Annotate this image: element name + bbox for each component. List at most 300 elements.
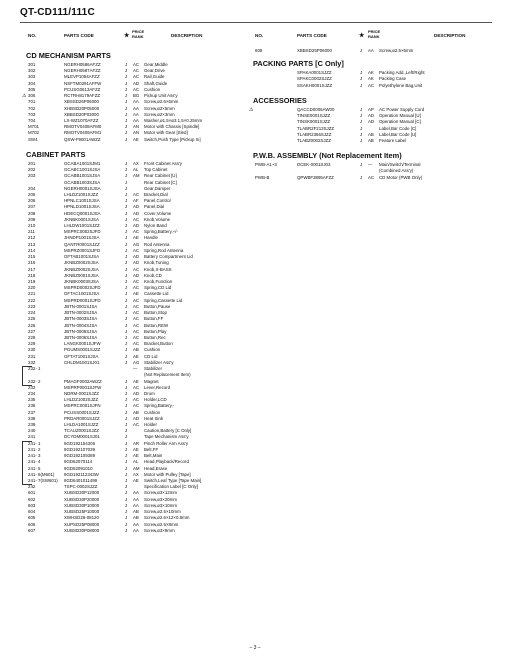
price-rank: AA xyxy=(133,490,139,496)
part-number: 208 xyxy=(28,210,36,216)
part-number: 237 xyxy=(28,409,36,415)
availability-mark: J xyxy=(125,80,128,86)
availability-mark: J xyxy=(125,316,128,322)
part-number: 242 xyxy=(28,484,36,490)
availability-mark: J xyxy=(360,70,363,76)
part-number: 232 xyxy=(28,359,36,365)
parts-code: PCUSG0613AFZZ xyxy=(64,86,101,92)
price-rank: AB xyxy=(133,409,139,415)
part-number: 236 xyxy=(28,403,36,409)
price-rank: AA xyxy=(133,527,139,533)
price-rank: AD xyxy=(133,272,140,278)
part-number: 301 xyxy=(28,62,36,67)
warning-icon: ⚠ xyxy=(249,106,254,113)
description: Gear,Middle xyxy=(144,62,168,67)
parts-code: JKNBZ0002SJSA xyxy=(64,260,99,266)
pwb-title: P.W.B. ASSEMBLY (Not Replacement Item) xyxy=(253,151,402,161)
description: Screw,ø3×12mm xyxy=(144,490,178,496)
availability-mark: J xyxy=(125,440,128,446)
part-number: 223 xyxy=(28,303,36,309)
left-table-header xyxy=(26,26,254,48)
part-number: 229 xyxy=(28,341,36,347)
parts-code: JKNBK0003SJSA xyxy=(64,279,99,284)
price-rank: AB xyxy=(368,137,374,143)
star-icon: ★ xyxy=(124,33,130,39)
description: Pinch Roller Arm Ass'y xyxy=(144,440,189,446)
parts-code: GCABB1001SJSA xyxy=(64,173,101,179)
description: Bracket,Button xyxy=(144,341,173,347)
table-row xyxy=(253,175,493,181)
parts-code: GFTAB1001SJSA xyxy=(64,254,100,260)
parts-code: NGERH0001SJSA xyxy=(64,185,101,191)
description: Stabilizer xyxy=(144,366,163,372)
warning-icon: ⚠ xyxy=(22,93,27,100)
part-number: 602 xyxy=(28,496,36,502)
description: Top Cabinet xyxy=(144,167,168,173)
price-rank: AA xyxy=(133,99,139,105)
price-rank: AE xyxy=(133,136,139,142)
parts-code: TSPC-0002SJZZ xyxy=(64,484,98,490)
price-rank: BG xyxy=(133,93,140,99)
availability-mark: J xyxy=(360,125,363,131)
description: Battery Compartment Lid xyxy=(144,254,193,260)
parts-code: JBTN-0001SJSA xyxy=(64,303,98,309)
group-bracket-bottom xyxy=(22,385,32,386)
parts-code: NSFTM0291AFFW xyxy=(64,80,102,86)
description: Packing Add.,Left/Right xyxy=(379,70,425,76)
part-number: 218 xyxy=(28,272,36,278)
description: Knob,Function xyxy=(144,279,173,284)
description: Screw,ø2×3mm xyxy=(144,111,175,117)
description: Shaft,Guide xyxy=(144,80,168,86)
part-number: 230 xyxy=(28,347,36,353)
description: Screw,ø2×5mm xyxy=(144,105,175,111)
price-rank: AC xyxy=(133,328,140,334)
availability-mark: J xyxy=(125,204,128,210)
price-rank: AC xyxy=(133,384,140,390)
price-rank: AD xyxy=(368,119,375,125)
parts-code: SSAKH0001SJZZ xyxy=(297,82,333,88)
availability-mark: J xyxy=(125,68,128,74)
price-rank: AA xyxy=(133,117,139,123)
price-rank: AP xyxy=(368,106,374,112)
price-rank: AL xyxy=(133,167,139,173)
parts-code: HPNLD1001SJSA xyxy=(64,204,100,210)
part-number: 214 xyxy=(28,247,36,253)
part-number: 305 xyxy=(28,86,36,92)
part-number: 233 xyxy=(28,384,36,390)
availability-mark: J xyxy=(125,279,128,284)
availability-mark: J xyxy=(125,347,128,353)
part-number: 704 xyxy=(28,117,36,123)
description: Head,Playback/Record xyxy=(144,459,189,465)
parts-code: LHLDZ1002SJZZ xyxy=(64,397,99,403)
parts-code: RMOTV0409AFM1 xyxy=(64,130,102,136)
description: Polyethylene Bag,Unit xyxy=(379,82,423,88)
price-rank: AA xyxy=(133,502,139,508)
price-rank: AM xyxy=(133,465,140,471)
part-number: 241- 2 xyxy=(28,446,41,452)
availability-mark: J xyxy=(125,484,128,490)
price-rank: AE xyxy=(133,446,139,452)
price-rank: AA xyxy=(133,496,139,502)
description: Label,Bar Code [C] xyxy=(379,125,417,131)
availability-mark: J xyxy=(125,446,128,452)
price-rank: AC xyxy=(133,334,140,340)
availability-mark: J xyxy=(125,403,128,409)
description: Motor with Chassis [Spindle] xyxy=(144,124,200,130)
cd-mechanism-table xyxy=(22,62,254,143)
parts-code: XUBSD30P20000 xyxy=(64,496,100,502)
availability-mark: J xyxy=(125,160,128,166)
description: Spring,Battery,+/- xyxy=(144,229,178,235)
description: Front Cabinet Ass'y xyxy=(144,160,182,166)
parts-code: XUBSD30P12000 xyxy=(64,490,100,496)
parts-code: MLEVP1054AFZZ xyxy=(64,74,100,80)
availability-mark: J xyxy=(125,266,128,272)
price-rank: AC xyxy=(368,174,375,180)
availability-mark: J xyxy=(125,291,128,297)
availability-mark: J xyxy=(125,136,128,142)
availability-mark: J xyxy=(125,74,128,80)
cd-mechanism-title: CD MECHANISM PARTS xyxy=(26,51,111,60)
part-number: 303 xyxy=(28,74,36,80)
part-number: 221 xyxy=(28,291,36,297)
price-rank: AD xyxy=(133,204,140,210)
availability-mark: J xyxy=(125,216,128,222)
description: Holder xyxy=(144,422,157,428)
availability-mark: J xyxy=(125,415,128,421)
price-rank: AC xyxy=(133,68,140,74)
availability-mark: J xyxy=(125,428,128,434)
description: Bracket,Dial xyxy=(144,191,168,197)
parts-code: XBBSD20P03000 xyxy=(64,111,99,117)
page-number: – 3 – xyxy=(249,645,261,651)
price-rank: — xyxy=(133,366,138,372)
availability-mark: J xyxy=(125,99,128,105)
price-rank: AD xyxy=(133,223,140,229)
parts-code: JKNBZ0001SJSA xyxy=(64,272,99,278)
price-rank: AB xyxy=(133,509,139,515)
part-number: 605 xyxy=(28,515,36,521)
part-number: 202 xyxy=(28,167,36,173)
description: Specification Label [C Only] xyxy=(144,484,198,490)
availability-mark: J xyxy=(125,198,128,204)
description: Operation Manual [C] xyxy=(379,119,421,125)
parts-code: 9GD192154305 xyxy=(64,440,96,446)
description: Screw,ø2.5×10mm xyxy=(144,509,181,515)
availability-mark: J xyxy=(125,167,128,173)
description: Feature Label xyxy=(379,137,407,143)
price-rank: AE xyxy=(133,453,139,459)
part-number: 241- 1 xyxy=(28,440,41,446)
availability-mark: J xyxy=(125,465,128,471)
parts-code: GCABA1001SJM1 xyxy=(64,160,101,166)
description: Cassette Lid xyxy=(144,291,169,297)
parts-code: XWHSD26-08120 xyxy=(64,515,99,521)
parts-code: 9GD192107039 xyxy=(64,446,96,452)
parts-code: MSPRD0002SJFD xyxy=(64,285,101,291)
description: Knob,X-BASS xyxy=(144,266,172,272)
description: Knob,CD xyxy=(144,272,162,278)
parts-code: PGUMS0001SJZZ xyxy=(64,347,101,353)
description: Button,Pause xyxy=(144,303,171,309)
parts-code: MSPRD0001SJFD xyxy=(64,297,101,303)
price-rank: AM xyxy=(133,173,140,179)
parts-code: TINSE0001SJZZ xyxy=(297,113,331,119)
availability-mark: J xyxy=(360,106,363,112)
price-rank: AC xyxy=(133,403,140,409)
price-rank: AA xyxy=(133,521,139,527)
description: Nylon Band xyxy=(144,223,167,229)
part-number: 606 xyxy=(28,521,36,527)
description: Caution,Battery [C Only] xyxy=(144,428,192,434)
availability-mark: J xyxy=(125,179,128,185)
parts-code: GFTAC1001SJSA xyxy=(64,291,100,297)
price-rank: AN xyxy=(133,130,140,136)
right-column xyxy=(249,26,493,181)
availability-mark: J xyxy=(125,235,128,241)
parts-code: GCABC1001SJSA xyxy=(64,167,101,173)
parts-code: JBTN-0004SJSA xyxy=(64,322,98,328)
price-rank: AC xyxy=(133,279,140,284)
availability-mark: J xyxy=(360,76,363,82)
description: Washer,ø1.5×ø3.1,5×0.25mm xyxy=(144,117,203,123)
price-rank: AC xyxy=(133,422,140,428)
part-number: 227 xyxy=(28,328,36,334)
part-number: 211 xyxy=(28,229,35,235)
parts-code: 9GD192109389 xyxy=(64,453,96,459)
availability-mark: J xyxy=(125,509,128,515)
group-bracket xyxy=(22,366,23,385)
price-rank: AA xyxy=(133,111,139,117)
parts-code: DCEK-0001SJ03 xyxy=(297,162,331,168)
part-number: 241- 3 xyxy=(28,453,41,459)
availability-mark: J xyxy=(360,48,363,53)
description: Pickup Unit Ass'y xyxy=(144,93,178,99)
availability-mark: J xyxy=(125,124,128,130)
accessories-title: ACCESSORIES xyxy=(253,95,307,105)
availability-mark: J xyxy=(125,303,128,309)
parts-code: JKNBK0001SJSA xyxy=(64,216,99,222)
parts-code: XUBSD25P10000 xyxy=(64,509,100,515)
availability-mark: J xyxy=(125,471,128,477)
availability-mark: J xyxy=(125,459,128,465)
description: Stabilizer Ass'y xyxy=(144,359,174,365)
price-rank: AD xyxy=(133,260,140,266)
accessories-table xyxy=(249,106,493,144)
description: Cover,Volume xyxy=(144,210,172,216)
part-number: M702 xyxy=(28,130,39,136)
availability-mark: J xyxy=(125,185,128,191)
parts-code: GCABB1003SJSA xyxy=(64,179,101,185)
parts-code: XBSSD26P06000 xyxy=(64,99,99,105)
description: Magnet xyxy=(144,378,159,384)
parts-code: QANTR0001SJZZ xyxy=(64,241,100,247)
price-rank: AB xyxy=(368,131,374,137)
availability-mark: J xyxy=(125,521,128,527)
availability-mark: J xyxy=(125,422,128,428)
left-column xyxy=(22,26,254,534)
part-number: 241- 5 xyxy=(28,465,41,471)
description: Cushion xyxy=(144,86,161,92)
availability-mark: J xyxy=(125,191,128,197)
group-bracket-top xyxy=(22,441,32,442)
parts-code: LHLDW1001SJZZ xyxy=(64,223,100,229)
description: Belt,FF xyxy=(144,446,159,452)
table-row xyxy=(253,83,493,89)
parts-code: JHNDP1001SJSA xyxy=(64,235,100,241)
part-number: 201 xyxy=(28,160,36,166)
availability-mark: J xyxy=(125,310,128,316)
part-number: 306 xyxy=(28,93,36,99)
header-price-rank: PRICE RANK xyxy=(132,29,145,39)
parts-code: PRDAR0001SJZZ xyxy=(64,415,100,421)
availability-mark: J xyxy=(360,119,363,125)
part-number: 232- 2 xyxy=(28,378,41,384)
description: Belt,Main xyxy=(144,453,163,459)
parts-code: JBTN-0002SJSA xyxy=(64,310,98,316)
description: Drum xyxy=(144,390,155,396)
parts-code: MSPRC0002SJFD xyxy=(64,229,101,235)
part-number: 222 xyxy=(28,297,36,303)
price-rank: AA xyxy=(133,105,139,111)
price-rank: AC xyxy=(133,191,140,197)
group-bracket-bottom xyxy=(22,484,32,485)
header-no: NO. xyxy=(28,33,37,38)
availability-mark: J xyxy=(125,390,128,396)
part-number: 203 xyxy=(28,173,36,179)
parts-code: 9GD6401011499 xyxy=(64,478,98,483)
availability-mark: J xyxy=(125,117,128,123)
parts-code: CHLDM1001SJ01 xyxy=(64,359,100,365)
part-number: SW4 xyxy=(28,136,38,142)
description: Tape Mechanism Ass'y xyxy=(144,434,189,440)
availability-mark: J xyxy=(125,328,128,334)
description: Gear,Drive xyxy=(144,68,165,74)
part-number: 601 xyxy=(28,490,36,496)
header-parts-code: PARTS CODE xyxy=(64,33,94,38)
parts-code: TCAUZ0001SJZZ xyxy=(64,428,99,434)
parts-code: XUBSD30P10000 xyxy=(64,502,100,508)
parts-code: SPAKC0002SJZZ xyxy=(297,76,332,82)
price-rank: AD xyxy=(133,390,140,396)
description: Main/Switch/Terminal xyxy=(379,162,421,168)
description: Operation Manual [U] xyxy=(379,113,421,119)
part-number: 702 xyxy=(28,105,36,111)
availability-mark: J xyxy=(125,490,128,496)
parts-code: 9GD62070114 xyxy=(64,459,93,465)
availability-mark: J xyxy=(125,453,128,459)
availability-mark: J xyxy=(360,131,363,137)
description: Spring,CD Lid xyxy=(144,285,172,291)
parts-code: MSPRZ0001SJFD xyxy=(64,247,101,253)
part-number: 302 xyxy=(28,68,36,74)
description: (Combined Ass'y) xyxy=(379,168,414,174)
description: Switch,Leaf Type [Tape Main] xyxy=(144,478,202,483)
availability-mark: J xyxy=(125,260,128,266)
part-number: 235 xyxy=(28,397,36,403)
parts-code: QACCD0006AW00 xyxy=(297,106,335,112)
parts-code: XUBSD30P08000 xyxy=(64,527,100,533)
description: Screw,ø2.5×8mm xyxy=(144,521,179,527)
description: Spring,Cassette Lid xyxy=(144,297,183,303)
availability-mark: J xyxy=(125,254,128,260)
description: Head,Erase xyxy=(144,465,168,471)
price-rank: AE xyxy=(133,291,139,297)
description: Panel,Control xyxy=(144,198,171,204)
description: Rear Cabinet [C] xyxy=(144,179,177,185)
price-rank: AD xyxy=(133,254,140,260)
price-rank: AC xyxy=(133,229,140,235)
description: Button,FF xyxy=(144,316,164,322)
part-number: 217 xyxy=(28,266,36,272)
part-number: 204 xyxy=(28,185,36,191)
price-rank: AX xyxy=(133,471,139,477)
availability-mark: J xyxy=(125,502,128,508)
part-number: 241- 4 xyxy=(28,459,41,465)
part-number: 212 xyxy=(28,235,36,241)
price-rank: AC xyxy=(133,86,140,92)
parts-code: LANGK0001SJFW xyxy=(64,341,101,347)
part-number: PWB-B xyxy=(255,174,270,180)
part-number: 231 xyxy=(28,353,36,359)
parts-code: NGERH0587AFZZ xyxy=(64,68,101,74)
parts-code: QPWBF3895AFZZ xyxy=(297,174,334,180)
price-rank: AE xyxy=(133,478,139,483)
price-rank: AB xyxy=(133,515,139,521)
availability-mark: J xyxy=(125,409,128,415)
part-number: 220 xyxy=(28,285,36,291)
description: CD Lid xyxy=(144,353,158,359)
right-table-header xyxy=(253,26,493,48)
description: Label,Bar Code [U] xyxy=(379,131,417,137)
availability-mark: J xyxy=(125,334,128,340)
availability-mark: J xyxy=(125,105,128,111)
parts-code: HPNLC1001SJSA xyxy=(64,198,100,204)
description: Packing Case xyxy=(379,76,407,82)
part-number: 224 xyxy=(28,310,36,316)
price-rank: AL xyxy=(133,459,139,465)
description: Screw,ø3×10mm xyxy=(144,502,178,508)
price-rank: AC xyxy=(368,82,375,88)
availability-mark: J xyxy=(125,223,128,229)
part-number: 240 xyxy=(28,428,36,434)
parts-code: DCYDM0001SJ01 xyxy=(64,434,100,440)
part-number: 703 xyxy=(28,111,36,117)
parts-code: XBBSD25P06000 xyxy=(297,48,332,53)
description: Knob,Tuning xyxy=(144,260,169,266)
parts-code: RCTRH8179AFZZ xyxy=(64,93,101,99)
price-rank: AE xyxy=(133,235,139,241)
parts-code: NGERH0586AFZZ xyxy=(64,62,101,67)
parts-code: JBTN-0006SJSA xyxy=(64,334,98,340)
price-rank: AC xyxy=(133,397,140,403)
description: Screw,ø2.6×12×0.8mm xyxy=(144,515,190,521)
part-number: 603 xyxy=(28,502,36,508)
header-parts-code: PARTS CODE xyxy=(297,33,327,38)
part-number: M701 xyxy=(28,124,39,130)
availability-mark: J xyxy=(125,247,128,253)
description: Lever,Record xyxy=(144,384,171,390)
availability-mark: J xyxy=(125,478,128,483)
continued-table xyxy=(253,48,493,54)
description: Screw,ø3×8mm xyxy=(144,527,175,533)
price-rank: AX xyxy=(133,160,139,166)
price-rank: AG xyxy=(133,359,140,365)
part-number: 241 xyxy=(28,434,36,440)
packing-title: PACKING PARTS [C Only] xyxy=(253,59,344,69)
